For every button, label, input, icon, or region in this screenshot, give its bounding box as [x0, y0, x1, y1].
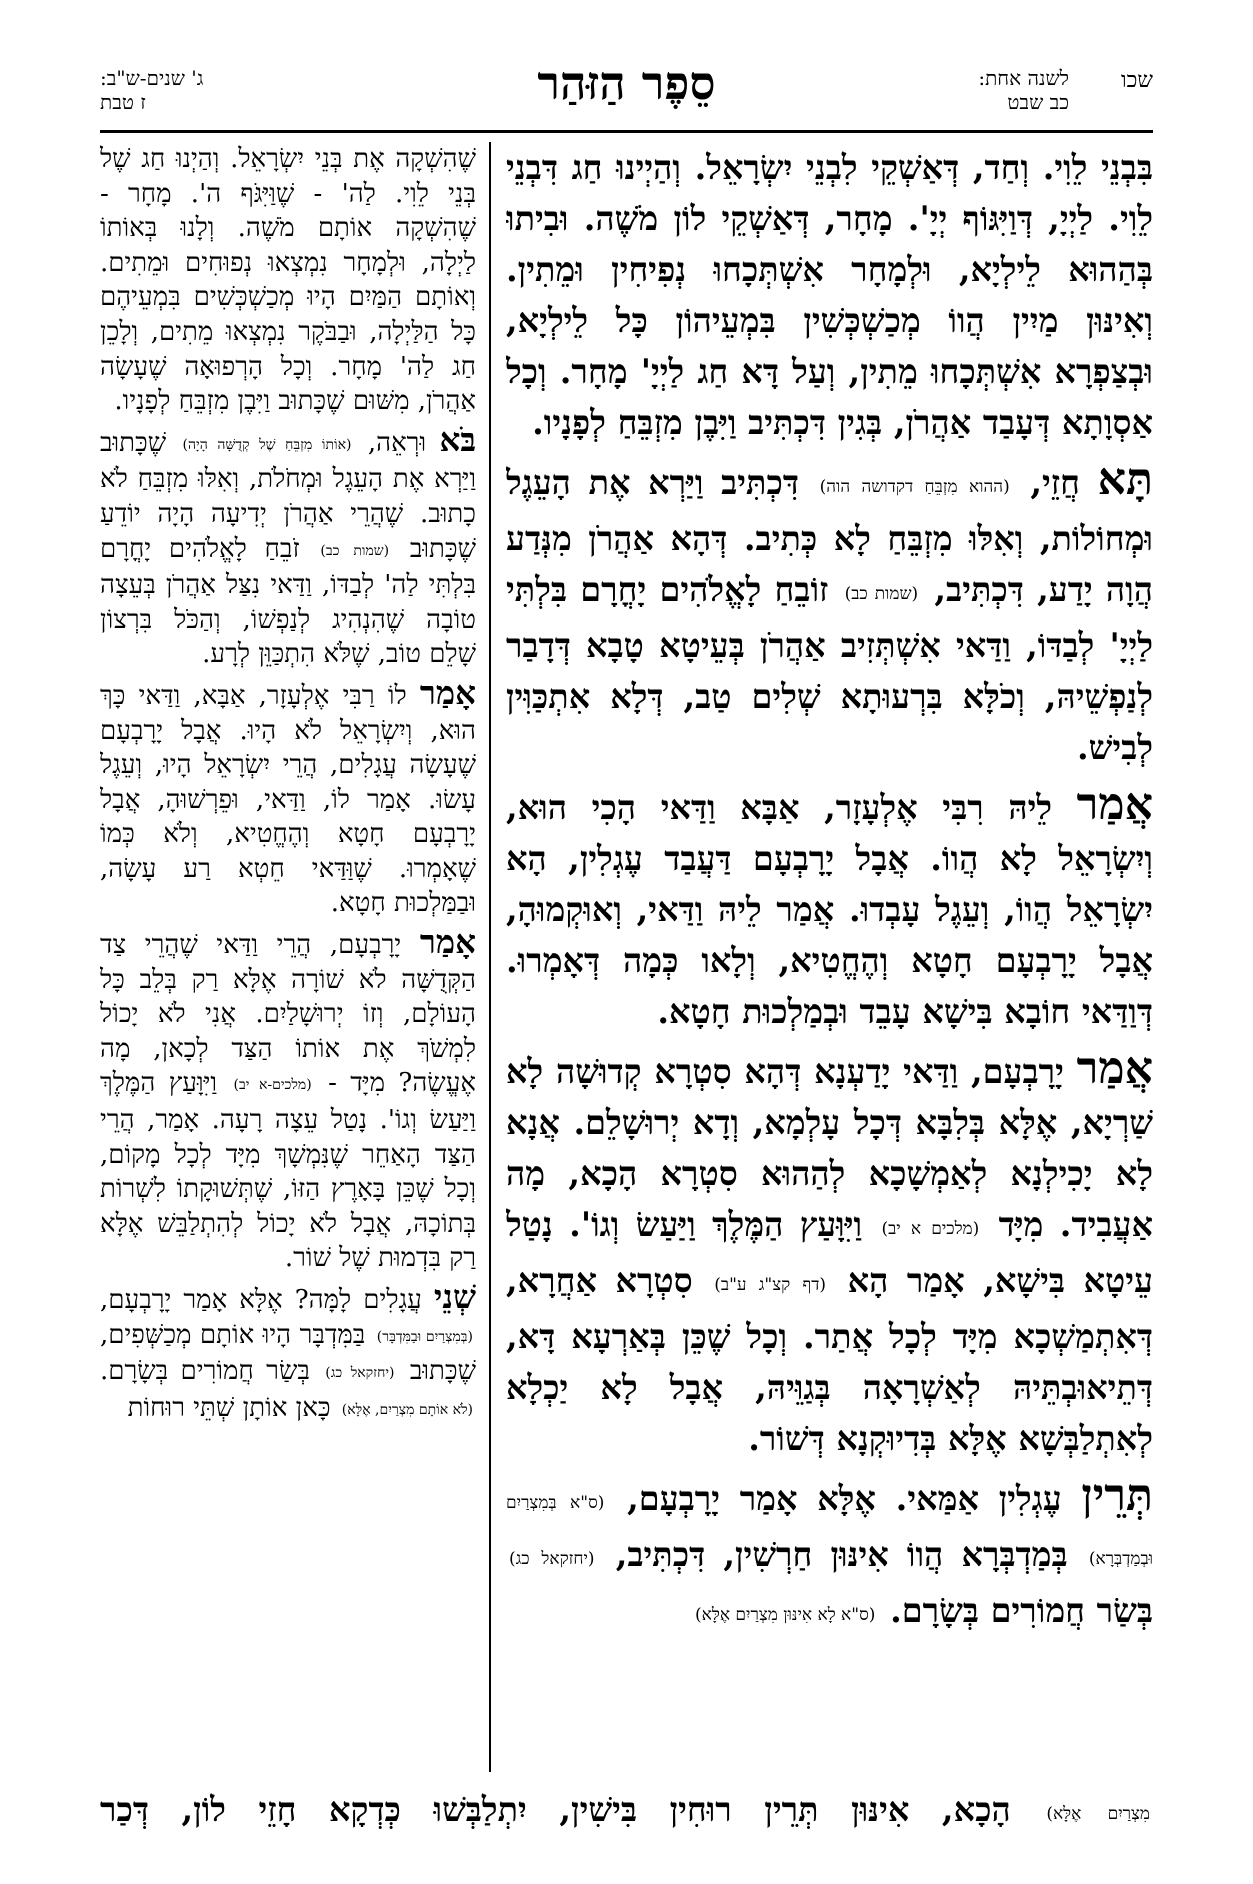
opening-word: אָמַר — [419, 922, 476, 962]
aramaic-paragraph-2 — [506, 454, 1153, 773]
schedule-date: כב שבט — [1007, 90, 1069, 114]
aramaic-paragraph-4 — [506, 1043, 1153, 1464]
opening-word: תָּא — [1097, 453, 1153, 505]
paragraph-text: שֶׁכָּתוּב וַיַּרְא אֶת הָעֵגֶל וּמְחֹלֹת, וְאִלּוּ מִזְבֵּחַ לֹא כָתוּב. שֶׁהֲרֵי אַהֲרֹן יְדִיעָה הָיָה יוֹדֵעַ שֶׁכָּתוּב — [100, 427, 476, 564]
paragraph-text: זֹבֵחַ לָאֱלֹהִים יָחֳרָם בִּלְתִּי לַה' לְבַדּוֹ, וַדַּאי נִצַּל אַהֲרֹן בְּעֵצָה טוֹבָה שֶׁהִנְהִיג לְנַפְשׁוֹ, וְהַכֹּל בִּרְצוֹן שָׁלֵם טוֹב, שֶׁלֹּא הִתְכַּוֵּן לְרָע. — [100, 533, 476, 670]
paragraph-text: כָּאן אוֹתָן שְׁתֵּי רוּחוֹת — [127, 1392, 331, 1423]
paragraph-text: יָרָבְעָם, וַדַּאי יָדַעְנָא דְּהָא סִטְרָא קְדוּשָׁה לָא שַׁרְיָא, אֶלָּא בְּלִבָּא דְּכָל עָלְמָא, וְדָא יְרוּשָׁלֵם. אֲנָא לָא יָכִילְנָא לְאַמְשָׁכָא לְהַהוּא סִטְרָא הָכָא, מָה אַעֲבִיד. מִיָּד — [506, 1052, 1153, 1244]
opening-word: אָמַר — [419, 672, 476, 712]
opening-word: אֲמַר — [1076, 1042, 1153, 1094]
paragraph-text: יָרָבְעָם, הֲרֵי וַדַּאי שֶׁהֲרֵי צַד הַקְּדֻשָּׁה לֹא שׁוֹרָה אֶלָּא רַק בְּלֵב כָּל הָעוֹלָם, וְזוֹ יְרוּשָׁלַיִם. אֲנִי לֹא יָכוֹל לִמְשֹׁךְ אֶת אוֹתוֹ הַצַּד לְכָאן, מָה אֶעֱשֶׂה? מִיָּד - — [100, 930, 476, 1099]
book-title: סֵפֶר הַזּהַר — [537, 56, 716, 110]
column-divider — [489, 142, 491, 1772]
paragraph-text: וּרְאֵה, — [367, 427, 427, 458]
paragraph-text: בְּמַדְבְּרָא הֲווֹ אִינּוּן חַרְשִׁין, דִּכְתִּיב, — [615, 1535, 1068, 1574]
paragraph-text: חֲזֵי, — [1030, 463, 1080, 502]
paragraph-text: זוֹבֵחַ לָאֱלֹהִים יָחֳרָם בִּלְתִּי לַיְיָ' לְבַדּוֹ, וַדַּאי אִשְׁתְּזִיב אַהֲרֹן בְּעֵיטָא טָבָא דְּדָבַר לְנַפְשֵׁיהּ, וְכֹלָּא בִּרְעוּתָא שְׁלִים טַב, דְּלָא אִתְכַּוִּין לְבִישׁ. — [506, 570, 1153, 767]
alt-schedule — [100, 66, 203, 114]
gloss-note: (ס"א לָא אִינּוּן מִצְרַיִם אֶלָּא) — [695, 1605, 876, 1625]
gloss-note: (אוֹתוֹ מִזְבֵּחַ שֶׁל קְדֻשָּׁה הָיָה) — [182, 436, 352, 453]
schedule-label: לשנה אחת: — [978, 66, 1069, 90]
paragraph-text: וַיִּוָּעַץ הַמֶּלֶךְ וַיַּעַשׂ וְגוֹ'. נָטַל עֵצָה רָעָה. אָמַר, הֲרֵי הַצַּד הָאַחֵר שֶׁנִּמְשָׁךְ מִיָּד לְכָל מָקוֹם, וְכָל שֶׁכֵּן בָּאָרֶץ הַזּוֹ, שֶׁתְּשׁוּקָתוֹ לִשְׁרוֹת בְּתוֹכָהּ, אֲבָל לֹא יָכוֹל לְהִתְלַבֵּשׁ אֶלָּא רַק בִּדְמוּת שֶׁל שׁוֹר. — [100, 1068, 476, 1274]
hebrew-paragraph-1 — [100, 142, 476, 419]
hebrew-paragraph-2 — [100, 419, 476, 672]
aramaic-bottom-line — [100, 1782, 1153, 1842]
gloss-note: (לֹא אוֹתָם מִצְרַיִם, אֶלָּא) — [341, 1401, 473, 1418]
verse-reference: (יחזקאל כג) — [325, 1365, 395, 1382]
aramaic-paragraph-5 — [506, 1470, 1153, 1641]
paragraph-text: שֶׁהִשְׁקָה אֶת בְּנֵי יִשְׂרָאֵל. וְהַיְנוּ חַג שֶׁל בְּנֵי לֵוִי. לַה' - שֶׁוַּיִּגֹּף ה'. מָחָר - שֶׁהִשְׁקָה אוֹתָם מֹשֶׁה. וְלָנוּ בְּאוֹתוֹ לַיְלָה, וּלְמָחָר נִמְצְאוּ נְפוּחִים וּמֵתִים. וְאוֹתָם הַמַּיִם הָיוּ מְכַשְׁכְּשִׁים בִּמְעֵיהֶם כָּל הַלַּיְלָה, וּבַבֹּקֶר נִמְצְאוּ מֵתִים, וְלָכֵן חַג לַה' מָחָר. וְכָל הָרְפוּאָה שֶׁעָשָׂה אַהֲרֹן, מִשּׁוּם שֶׁכָּתוּב וַיִּבֶן מִזְבֵּחַ לְפָנָיו. — [100, 144, 476, 417]
verse-reference: (שמות כב) — [320, 542, 390, 559]
folio-reference: (דף קצ"ג ע"ב) — [714, 1275, 827, 1295]
verse-reference: (מלכים א יב) — [881, 1219, 980, 1239]
paragraph-text: לֵיהּ רִבִּי אֶלְעָזָר, אַבָּא וַדַּאי הָכִי הוּא, וְיִשְׂרָאֵל לָא הֲווֹ. אֲבָל יָרָבְעָם דַּעֲבַד עֶגְלִין, הָא יִשְׂרָאֵל הֲווֹ, וְעֵגֶל עָבְדוּ. אֲמַר לֵיהּ וַדַּאי, וְאוּקְמוּהָ, אֲבָל יָרָבְעָם חָטָא וְהֶחֱטִיא, וְלָאו כְּמָה דְּאָמְרוּ. דְּוַדַּאי חוֹבָא בִּישָׁא עָבֵד וּבְמַלְכוּת חָטָא. — [506, 788, 1153, 1031]
alt-schedule-label: ג' שנים-ש"ב: — [100, 66, 204, 90]
gloss-note: (ההוא מִזְבֵּחַ דקדושה הוה) — [819, 477, 1010, 497]
aramaic-column — [506, 142, 1153, 1782]
paragraph-text: בְּשַׂר חֲמוֹרִים בְּשָׂרָם. — [890, 1591, 1153, 1630]
verse-reference: (יחזקאל כג) — [509, 1549, 595, 1569]
opening-word: בֹּא — [439, 419, 476, 459]
hebrew-paragraph-4 — [100, 922, 476, 1276]
paragraph-text: הָכָא, אִינּוּן תְּרֵין רוּחִין בִּישִׁין, יִתְלַבְּשׁוּ כְּדְקָא חָזֵי לוֹן, דְּכַר — [100, 1790, 1011, 1829]
hebrew-paragraph-5 — [100, 1277, 476, 1427]
aramaic-paragraph-3 — [506, 779, 1153, 1037]
verse-reference: (מלכים-א יב) — [233, 1077, 312, 1094]
opening-word: תְּרֵין — [1081, 1469, 1153, 1521]
gloss-note: (ס"א בְּמִצְרַיִם וּבְמַדְבְּרָא) — [506, 1493, 1153, 1569]
hebrew-paragraph-3 — [100, 672, 476, 921]
paragraph-text: בְּשַׂר חֲמוֹרִים בְּשָׂרָם. — [100, 1356, 310, 1387]
paragraph-text: לוֹ רַבִּי אֶלְעָזָר, אַבָּא, וַדַּאי כָּךְ הוּא, וְיִשְׂרָאֵל לֹא הָיוּ. אֲבָל יָרָבְעָם שֶׁעָשָׂה עֲגָלִים, הֲרֵי יִשְׂרָאֵל הָיוּ, וְעֵגֶל עָשׂוּ. אָמַר לוֹ, וַדַּאי, וּפֵרְשׁוּהָ, אֲבָל יָרָבְעָם חָטָא וְהֶחֱטִיא, וְלֹא כְּמוֹ שֶׁאָמְרוּ. שֶׁוַּדַּאי חֵטְא רַע עָשָׂה, וּבַמַּלְכוּת חָטָא. — [100, 680, 476, 919]
gloss-note: מִצְרַיִם אֶלָּא) — [1046, 1804, 1151, 1824]
alt-schedule-date: ז טבת — [100, 90, 146, 114]
verse-reference: (שמות כב) — [844, 584, 919, 604]
hebrew-translation-column — [100, 142, 476, 1782]
opening-word: שְׁנֵי — [433, 1277, 476, 1316]
paragraph-text: סִטְרָא אַחֲרָא, דְּאִתְמַשְׁכָא מִיָּד לְכָל אֲתַר. וְכָל שֶׁכֵּן בְּאַרְעָא דָּא, דְּתֵיאוּבְתֵּיהּ לְאַשְׁרָאָה בְּגַוֵּיהּ, אֲבָל לָא יַכְלָא לְאִתְלַבְּשָׁא אֶלָּא בְּדִיוּקְנָא דְּשׁוֹר. — [506, 1261, 1153, 1458]
paragraph-text: וַיִּוָּעַץ הַמֶּלֶךְ וַיַּעַשׂ וְגוֹ'. נָטַל עֵיטָא בִּישָׁא, אָמַר הָא — [506, 1205, 1153, 1300]
paragraph-text: בַּמִּדְבָּר הָיוּ אוֹתָם מְכַשְּׁפִים, שֶׁכָּתוּב — [100, 1319, 476, 1387]
page-header — [100, 56, 1153, 136]
aramaic-paragraph-1 — [506, 142, 1153, 448]
header-rule — [100, 130, 1153, 133]
paragraph-text: עֶגְלִין אַמַּאי. אֶלָּא אָמַר יָרָבְעָם, — [627, 1479, 1062, 1518]
gloss-note: (בְּמִצְרַיִם וּבַמִּדְבָּר) — [376, 1328, 473, 1345]
opening-word: אֲמַר — [1076, 778, 1153, 830]
page-number: שכו — [1121, 68, 1153, 93]
paragraph-text: בִּבְנֵי לֵוִי. וְחַד, דְּאַשְׁקֵי לִבְנֵי יִשְׂרָאֵל. וְהַיְינוּ חַג דִּבְנֵי לֵוִי. לַיְיָ, דְּוַיִּגּוֹף יְיָ'. מָחָר, דְּאַשְׁקֵי לוֹן מֹשֶׁה. וּבִיתוּ בְּהַהוּא לֵילְיָא, וּלְמָחָר אִשְׁתְּכָחוּ נְפִיחִין וּמֵתִין. וְאִינּוּן מַיִין הֲווֹ מְכַשְׁכְּשִׁין בִּמְעֵיהוֹן כָּל לֵילְיָא, וּבְצַפְרָא אִשְׁתְּכָחוּ מֵתִין, וְעַל דָּא חַג לַיְיָ' מָחָר. וְכָל אַסְוָתָא דְּעָבַד אַהֲרֹן, בְּגִין דִּכְתִּיב וַיִּבֶן מִזְבֵּחַ לְפָנָיו. — [506, 148, 1153, 442]
paragraph-text: עֲגָלִים לָמָּה? אֶלָּא אָמַר יָרָבְעָם, — [100, 1285, 422, 1315]
paragraph-text: דִּכְתִּיב וַיַּרְא אֶת הָעֵגֶל וּמְחוֹלוֹת, וְאִלּוּ מִזְבֵּחַ לָא כְּתִיב. דְּהָא אַהֲרֹן מִנְּדַע הֲוָה יָדַע, דִּכְתִּיב, — [506, 463, 1153, 609]
